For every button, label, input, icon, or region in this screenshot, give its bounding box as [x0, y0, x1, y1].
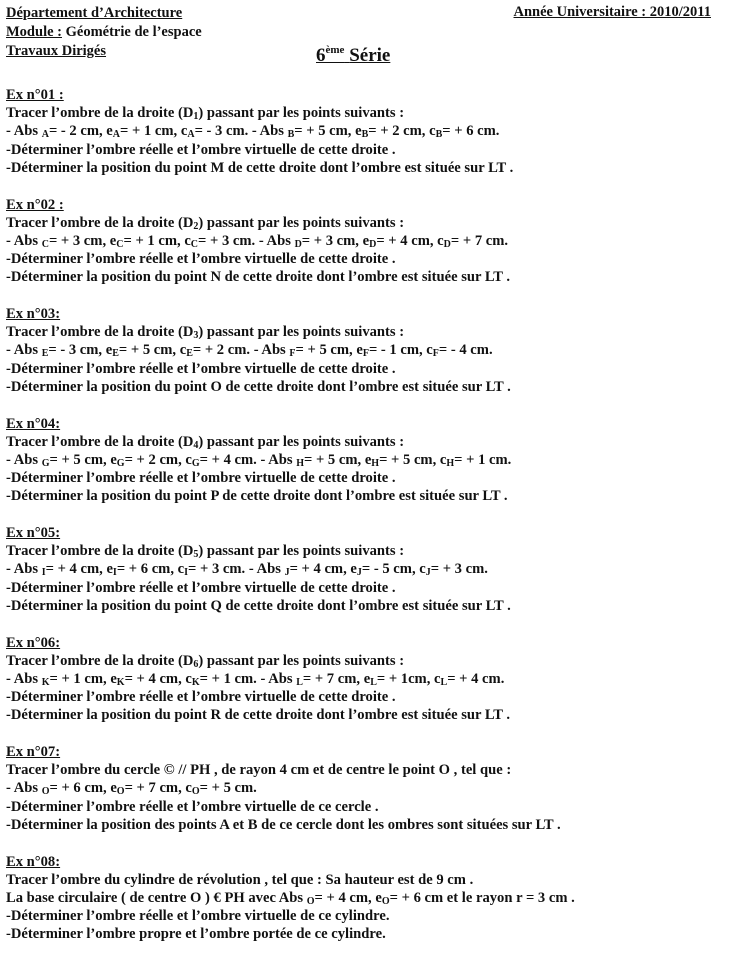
exercise-intro: Tracer l’ombre de la droite $(D_3)$ passant par les points suivants :	[6, 324, 405, 342]
course-type: Travaux Dirigés	[6, 43, 107, 59]
exercise-task-2: -Déterminer la position du point P de cette droite dont l’ombre est située sur LT .	[6, 488, 508, 505]
exercise-title: Ex n°08:	[6, 853, 61, 870]
series-word: Série	[349, 45, 391, 66]
exercise-task-1: -Déterminer l’ombre réelle et l’ombre virtuelle de cette droite .	[6, 689, 396, 706]
series-sup: ème	[325, 44, 345, 56]
exercise-4	[6, 415, 719, 525]
exercise-task-2: -Déterminer l’ombre propre et l’ombre portée de ce cylindre.	[6, 926, 386, 943]
exercise-task-2: -Déterminer la position du point O de cette droite dont l’ombre est située sur LT .	[6, 378, 511, 395]
exercise-title: Ex n°05:	[6, 525, 61, 541]
module-value: Géométrie de l’espace	[65, 24, 202, 40]
exercise-task-1: -Déterminer l’ombre réelle et l’ombre virtuelle de cette droite .	[6, 579, 396, 596]
exercise-task-2: -Déterminer la position du point M de cette droite dont l’ombre est située sur LT .	[6, 159, 514, 176]
exercise-coordinates: - Abs $_A$= - 2 cm, $e_A= + 1$ cm, $c_A= - 3$ cm. - Abs $_B$= + 5 cm, $e_B= + 2$ cm, $c_B= + 6$ cm.	[6, 123, 500, 141]
series-title	[316, 44, 390, 67]
exercise-list	[6, 86, 719, 944]
exercise-coordinates: - Abs $_K$= + 1 cm, $e_K= + 4$ cm, $c_K= + 1$ cm. - Abs $_L$= + 7 cm, $e_L= + 1cm$, $c_L= + 4$ cm.	[6, 670, 505, 688]
exercise-1	[6, 86, 719, 196]
exercise-title: Ex n°02 :	[6, 196, 64, 213]
exercise-task-2: -Déterminer la position du point N de cette droite dont l’ombre est située sur LT .	[6, 269, 511, 286]
exercise-intro: Tracer l’ombre du cercle © // PH , de rayon 4 cm et de centre le point O , tel que :	[6, 762, 512, 779]
exercise-task-1: -Déterminer l’ombre réelle et l’ombre virtuelle de cette droite .	[6, 251, 396, 268]
exercise-coordinates: - Abs $_E$= - 3 cm, $e_E= + 5$ cm, $c_E= + 2$ cm. - Abs $_F$= + 5 cm, $e_F= - 1$ cm, $c_F= - 4$ cm.	[6, 342, 493, 360]
exercise-2	[6, 196, 719, 306]
exercise-task-1: -Déterminer l’ombre réelle et l’ombre virtuelle de cette droite .	[6, 141, 396, 158]
exercise-3	[6, 305, 719, 415]
department-name: Département d’Architecture	[6, 5, 183, 21]
exercise-6	[6, 634, 719, 744]
exercise-5	[6, 524, 719, 634]
exercise-task-2: -Déterminer la position des points A et B de ce cercle dont les ombres sont situées sur LT .	[6, 816, 561, 833]
exercise-coordinates: - Abs $_G$= + 5 cm, $e_G= + 2$ cm, $c_G= + 4$ cm. - Abs $_H$= + 5 cm, $e_H= + 5$ cm, $c_H= + 1$ cm.	[6, 451, 512, 469]
exercise-intro: Tracer l’ombre du cylindre de révolution , tel que : Sa hauteur est de 9 cm .	[6, 871, 474, 888]
exercise-task-2: -Déterminer la position du point R de cette droite dont l’ombre est située sur LT .	[6, 707, 511, 724]
exercise-coordinates: - Abs $_O$= + 6 cm, $e_O= + 7$ cm, $c_O= + 5$ cm.	[6, 780, 257, 798]
exercise-title: Ex n°03:	[6, 306, 61, 322]
exercise-task-1: -Déterminer l’ombre réelle et l’ombre virtuelle de ce cercle .	[6, 798, 379, 815]
module-line	[6, 23, 202, 42]
exercise-coordinates: - Abs $_C$= + 3 cm, $e_C= + 1$ cm, $c_C= + 3$ cm. - Abs $_D$= + 3 cm, $e_D= + 4$ cm, $c_D= + 7$ cm.	[6, 232, 509, 250]
exercise-intro: Tracer l’ombre de la droite $(D_2)$ passant par les points suivants :	[6, 214, 405, 232]
exercise-7	[6, 743, 719, 853]
exercise-8	[6, 853, 719, 944]
exercise-intro: Tracer l’ombre de la droite $(D_6)$ passant par les points suivants :	[6, 652, 405, 670]
academic-year: Année Universitaire : 2010/2011	[513, 4, 711, 20]
header-left	[6, 4, 202, 61]
exercise-task-2: -Déterminer la position du point Q de cette droite dont l’ombre est située sur LT .	[6, 597, 511, 614]
exercise-task-1: -Déterminer l’ombre réelle et l’ombre virtuelle de ce cylindre.	[6, 908, 390, 925]
exercise-title: Ex n°04:	[6, 415, 61, 432]
exercise-task-1: -Déterminer l’ombre réelle et l’ombre virtuelle de cette droite .	[6, 360, 396, 377]
exercise-title: Ex n°01 :	[6, 87, 64, 103]
exercise-title: Ex n°07:	[6, 744, 61, 760]
series-number: 6	[316, 45, 326, 66]
exercise-task-1: -Déterminer l’ombre réelle et l’ombre virtuelle de cette droite .	[6, 470, 396, 487]
module-label: Module :	[6, 24, 62, 40]
exercise-intro: Tracer l’ombre de la droite $(D_4)$ passant par les points suivants :	[6, 433, 405, 451]
exercise-coordinates: - Abs $_I$= + 4 cm, $e_I= + 6$ cm, $c_I= + 3$ cm. - Abs $_J$= + 4 cm, $e_J= - 5$ cm, $c_J= + 3$ cm.	[6, 561, 488, 579]
exercise-base: La base circulaire ( de centre O ) € PH avec Abs $_O$= + 4 cm, $e_O= + 6$ cm et le rayon r = 3 cm .	[6, 889, 575, 907]
exercise-intro: Tracer l’ombre de la droite $(D_5)$ passant par les points suivants :	[6, 543, 405, 561]
exercise-intro: Tracer l’ombre de la droite $(D_1)$ passant par les points suivants :	[6, 105, 405, 123]
exercise-title: Ex n°06:	[6, 634, 61, 651]
